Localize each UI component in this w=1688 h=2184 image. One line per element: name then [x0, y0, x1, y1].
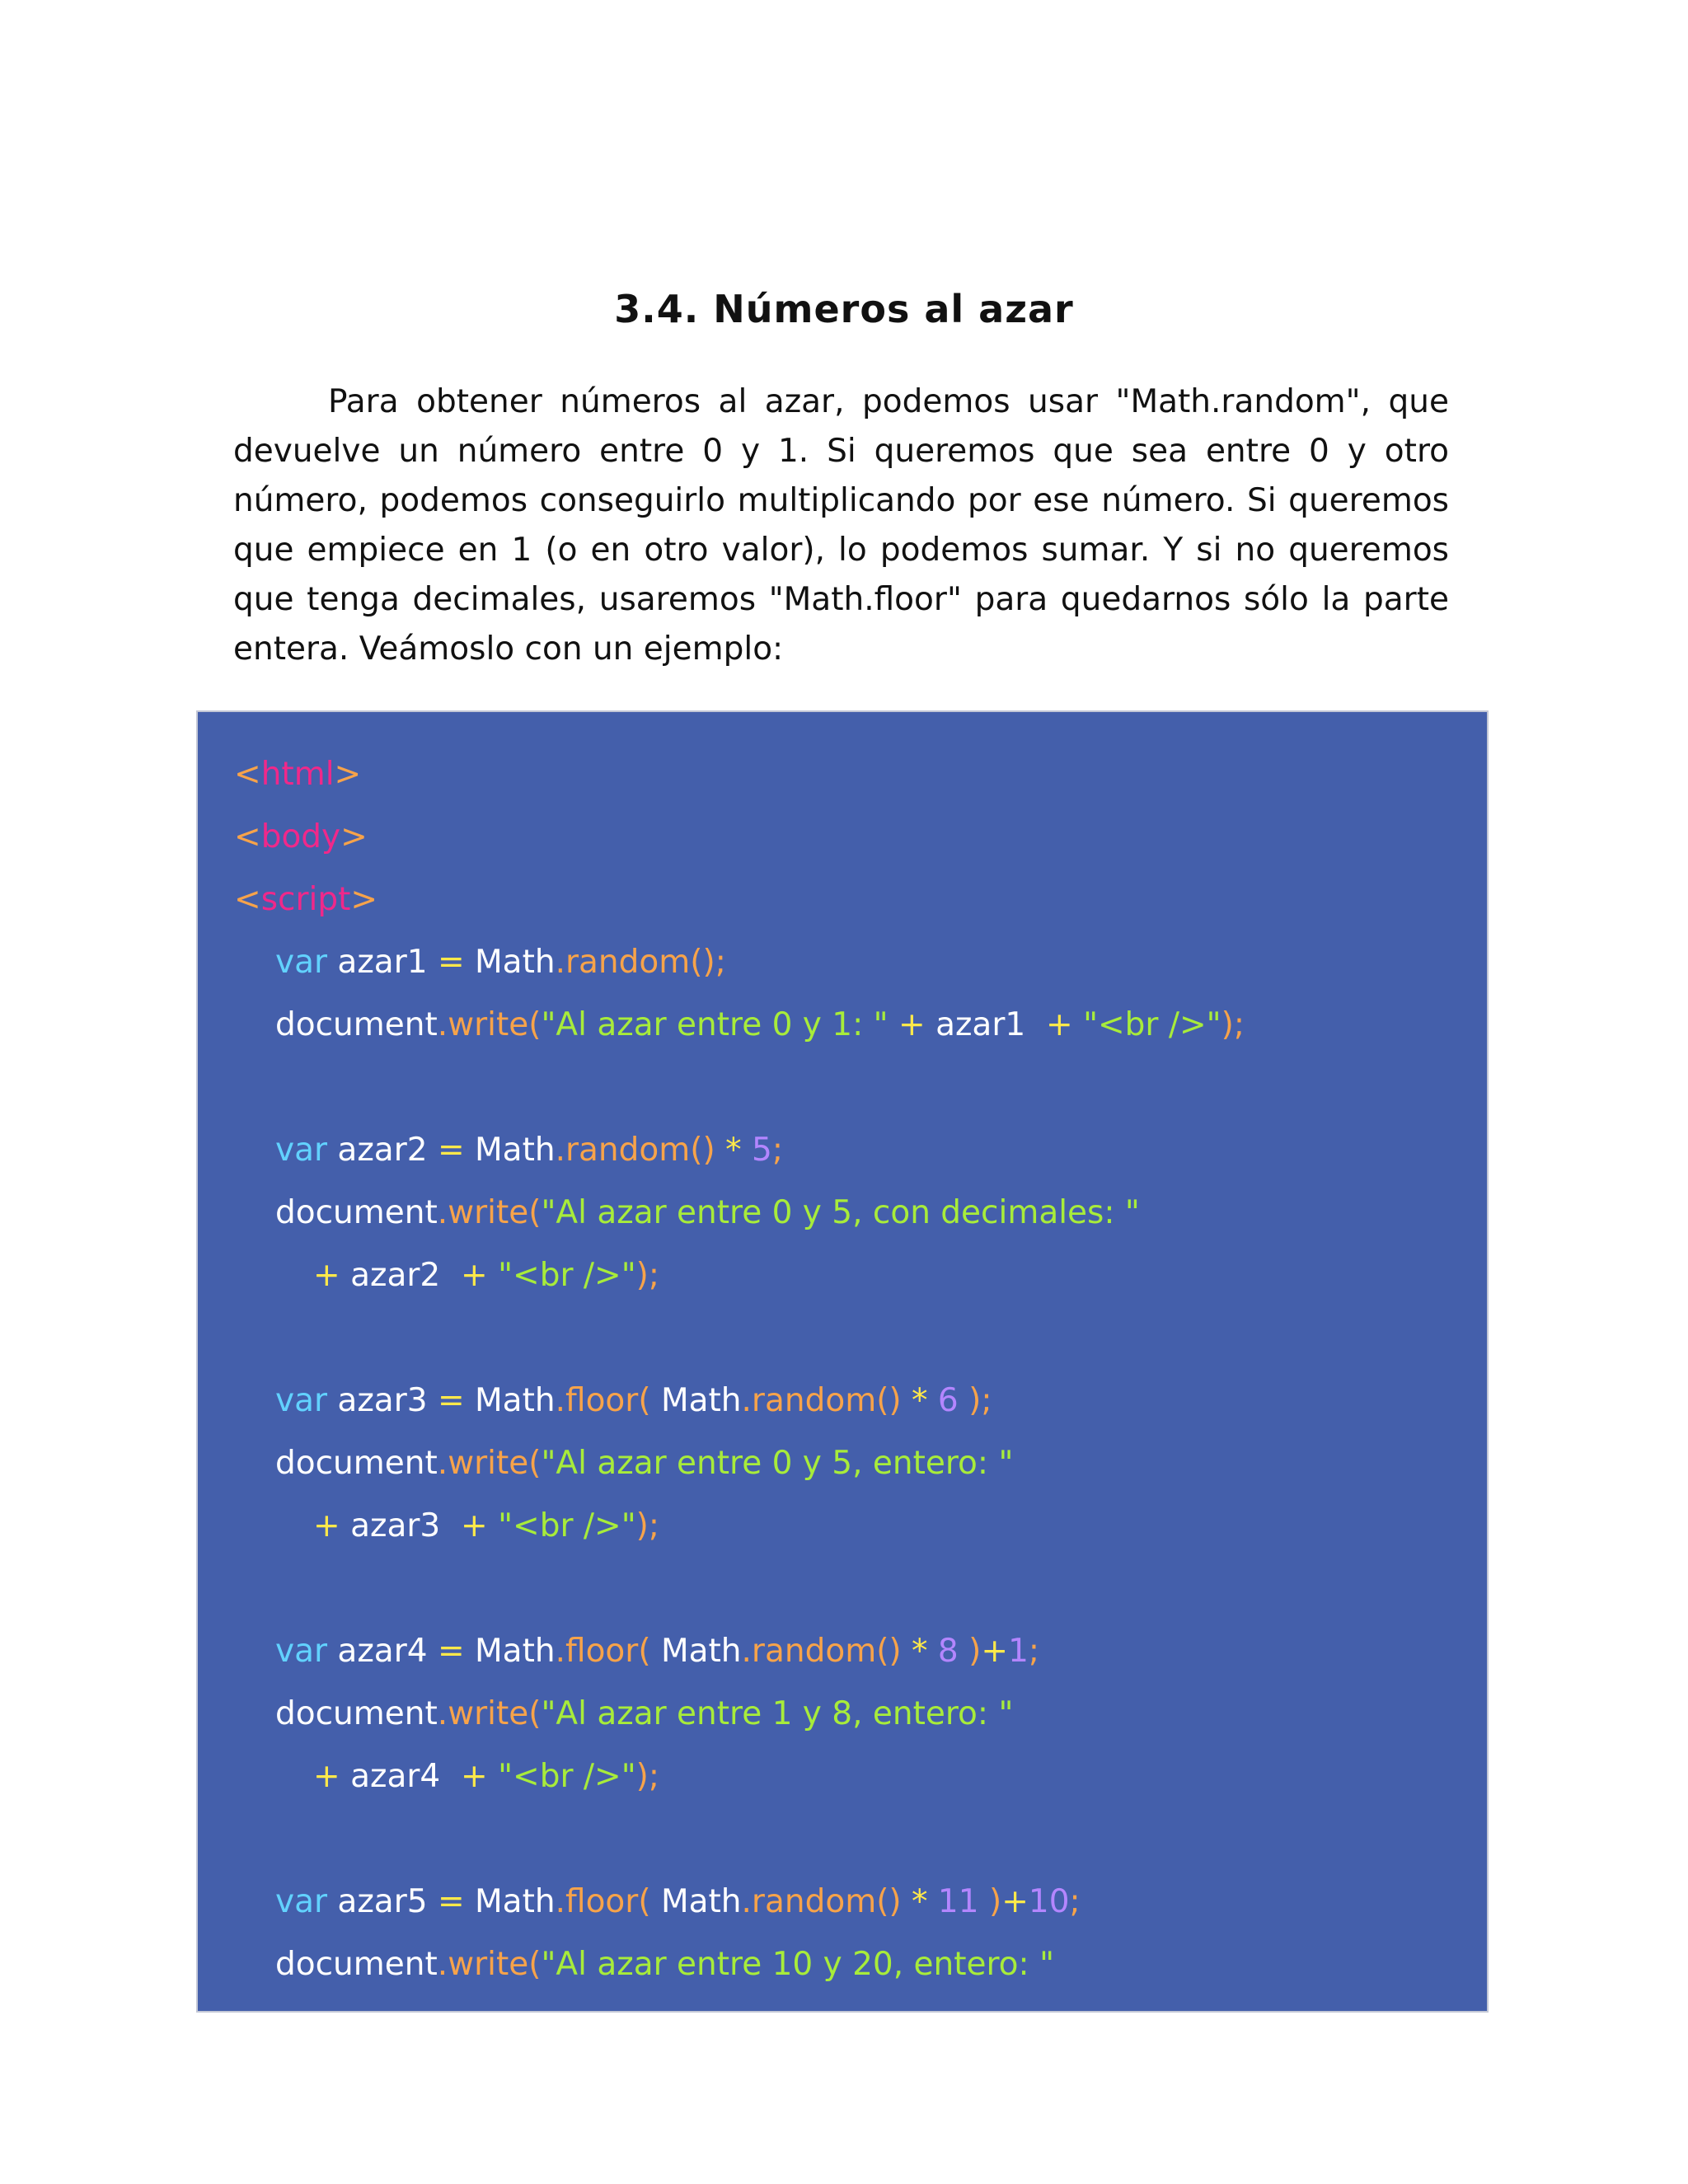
code-line-concat-azar2: + azar2 + "<br />"); — [313, 1257, 659, 1294]
code-blank-line — [234, 1808, 1245, 1871]
code-line-write-azar2: document.write("Al azar entre 0 y 5, con decimales: " — [275, 1194, 1140, 1231]
code-line-var-azar2: var azar2 = Math.random() * 5; — [275, 1132, 783, 1169]
code-line-concat-azar4: + azar4 + "<br />"); — [313, 1758, 659, 1795]
code-blank-line — [234, 1558, 1245, 1620]
code-line-var-azar3: var azar3 = Math.floor( Math.random() * 6 ); — [275, 1382, 992, 1419]
intro-paragraph — [233, 377, 1449, 674]
code-line-script: <script> — [234, 881, 378, 918]
code-blank-line — [234, 1057, 1245, 1119]
intro-paragraph-text: Para obtener números al azar, podemos usar "Math.random", que devuelve un número entre 0 y 1. Si queremos que sea entre 0 y otro número, podemos conseguirlo multiplicando por ese número. Si queremos que empiece en 1 (o en otro valor), lo podemos sumar. Y si no queremos que tenga decimales, usaremos "Math.floor" para quedarnos sólo la parte entera. Veámoslo con un ejemplo: — [233, 383, 1449, 668]
code-line-write-azar3: document.write("Al azar entre 0 y 5, entero: " — [275, 1445, 1014, 1482]
code-line-write-azar1: document.write("Al azar entre 0 y 1: " + azar1 + "<br />"); — [275, 1006, 1245, 1043]
code-line-var-azar1: var azar1 = Math.random(); — [275, 944, 726, 981]
code-block — [196, 710, 1489, 2013]
code-line-write-azar5: document.write("Al azar entre 10 y 20, entero: " — [275, 1946, 1055, 1983]
code-line-body: <body> — [234, 818, 368, 855]
code-line-var-azar4: var azar4 = Math.floor( Math.random() * 8 )+1; — [275, 1633, 1040, 1670]
section-heading: 3.4. Números al azar — [614, 287, 1074, 331]
code-line-html: <html> — [234, 756, 362, 793]
code-listing — [234, 743, 1245, 1996]
code-line-write-azar4: document.write("Al azar entre 1 y 8, entero: " — [275, 1695, 1014, 1732]
code-line-var-azar5: var azar5 = Math.floor( Math.random() * 11 )+10; — [275, 1883, 1081, 1920]
code-line-concat-azar3: + azar3 + "<br />"); — [313, 1507, 659, 1544]
code-blank-line — [234, 1307, 1245, 1370]
